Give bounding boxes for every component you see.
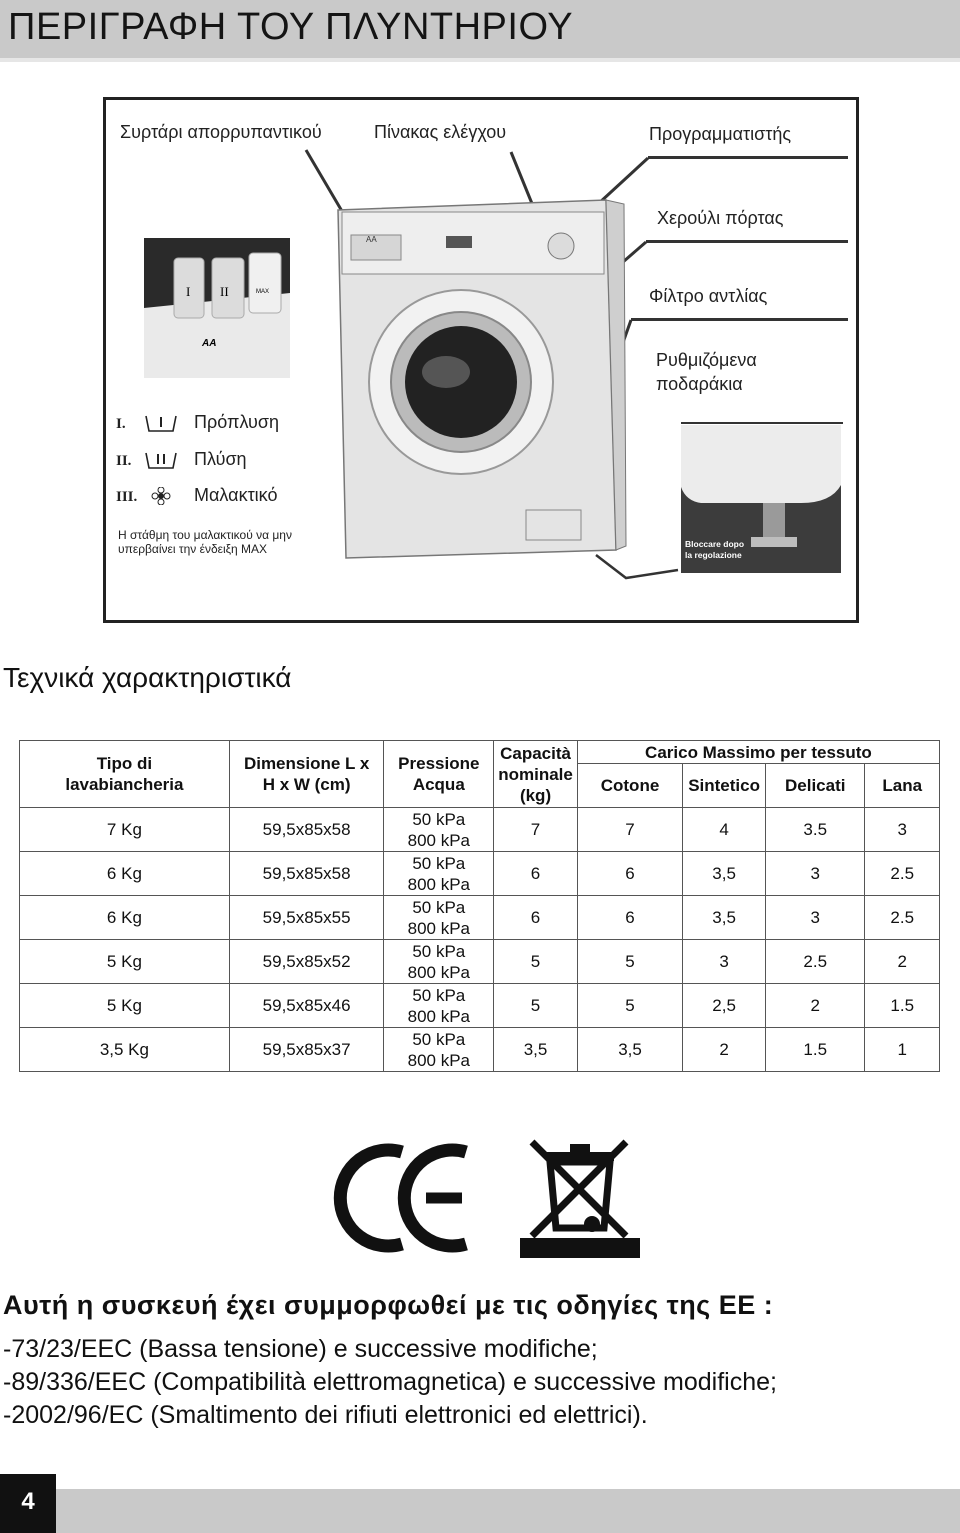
page-number: 4	[0, 1474, 56, 1533]
label-detergent-drawer: Συρτάρι απορρυπαντικού	[120, 122, 322, 142]
col-header-pressure: Pressione Acqua	[384, 741, 494, 808]
wash-tub-icon	[143, 451, 179, 469]
compartment-wash: II. Πλύση	[116, 449, 247, 469]
specs-table	[19, 740, 940, 1072]
col-header-type: Tipo di lavabiancheria	[20, 741, 230, 808]
header-bar	[0, 0, 960, 62]
prewash-tub-icon	[143, 414, 179, 432]
certification-logos	[340, 1140, 650, 1265]
conformity-title: Αυτή η συσκευή έχει συμμορφωθεί με τις οδηγίες της ΕΕ :	[3, 1290, 774, 1320]
detergent-drawer-photo	[144, 238, 290, 378]
col-header-cotton: Cotone	[577, 764, 682, 808]
label-door-handle: Χερούλι πόρτας	[657, 208, 784, 228]
softener-note: Η στάθμη του μαλακτικού να μην υπερβαίνει την ένδειξη MAX	[118, 528, 292, 556]
table-row: 6 Kg 59,5x85x58 50 kPa 800 kPa 6 6 3,5 3 2.5	[20, 852, 940, 896]
col-header-delicate: Delicati	[766, 764, 865, 808]
footer-bar	[56, 1489, 960, 1533]
svg-text:II: II	[220, 284, 229, 299]
table-row: 6 Kg 59,5x85x55 50 kPa 800 kPa 6 6 3,5 3 2.5	[20, 896, 940, 940]
technical-specs-title: Τεχνικά χαρακτηριστικά	[3, 662, 292, 693]
table-row: 3,5 Kg 59,5x85x37 50 kPa 800 kPa 3,5 3,5 2 1.5 1	[20, 1028, 940, 1072]
page-title: ΠΕΡΙΓΡΑΦΗ ΤΟΥ ΠΛΥΝΤΗΡΙΟΥ	[8, 6, 574, 48]
list-item: -2002/96/EC (Smaltimento dei rifiuti elettronici ed elettrici).	[3, 1401, 648, 1429]
list-item: -73/23/EEC (Bassa tensione) e successive modifiche;	[3, 1335, 598, 1363]
label-feet-1: Ρυθμιζόμενα	[656, 350, 757, 370]
table-row: 7 Kg 59,5x85x58 50 kPa 800 kPa 7 7 4 3.5 3	[20, 808, 940, 852]
weee-crossed-bin-icon	[520, 1142, 640, 1258]
col-header-synthetic: Sintetico	[683, 764, 766, 808]
table-row: 5 Kg 59,5x85x46 50 kPa 800 kPa 5 5 2,5 2 1.5	[20, 984, 940, 1028]
table-row: 5 Kg 59,5x85x52 50 kPa 800 kPa 5 5 3 2.5 2	[20, 940, 940, 984]
washer-brand: AA	[366, 235, 377, 244]
svg-text:MAX: MAX	[256, 289, 270, 295]
col-header-capacity: Capacità nominale (kg)	[494, 741, 578, 808]
label-control-panel: Πίνακας ελέγχου	[374, 122, 507, 142]
label-pump-filter: Φίλτρο αντλίας	[649, 286, 768, 306]
col-header-max-load: Carico Massimo per tessuto	[577, 741, 939, 764]
table-header-row	[20, 741, 940, 764]
svg-text:I: I	[186, 284, 191, 299]
washer-diagram	[103, 97, 859, 623]
label-feet-2: ποδαράκια	[656, 374, 743, 394]
foot-caption-1: Bloccare dopo	[685, 539, 745, 549]
list-item: -89/336/EEC (Compatibilità elettromagnetica) e successive modifiche;	[3, 1368, 777, 1396]
label-programmer: Προγραμματιστής	[649, 124, 792, 144]
col-header-wool: Lana	[865, 764, 940, 808]
compartment-softener: III. Μαλακτικό	[116, 485, 278, 505]
ce-mark-icon	[340, 1150, 466, 1246]
foot-caption-2: la regolazione	[685, 550, 742, 560]
conformity-list	[3, 1333, 777, 1432]
compartment-prewash: I. Πρόπλυση	[116, 412, 279, 432]
svg-text:AA: AA	[202, 338, 217, 349]
adjustable-foot-photo	[681, 425, 841, 573]
col-header-dims: Dimensione L x H x W (cm)	[229, 741, 384, 808]
softener-flower-icon	[143, 487, 179, 505]
